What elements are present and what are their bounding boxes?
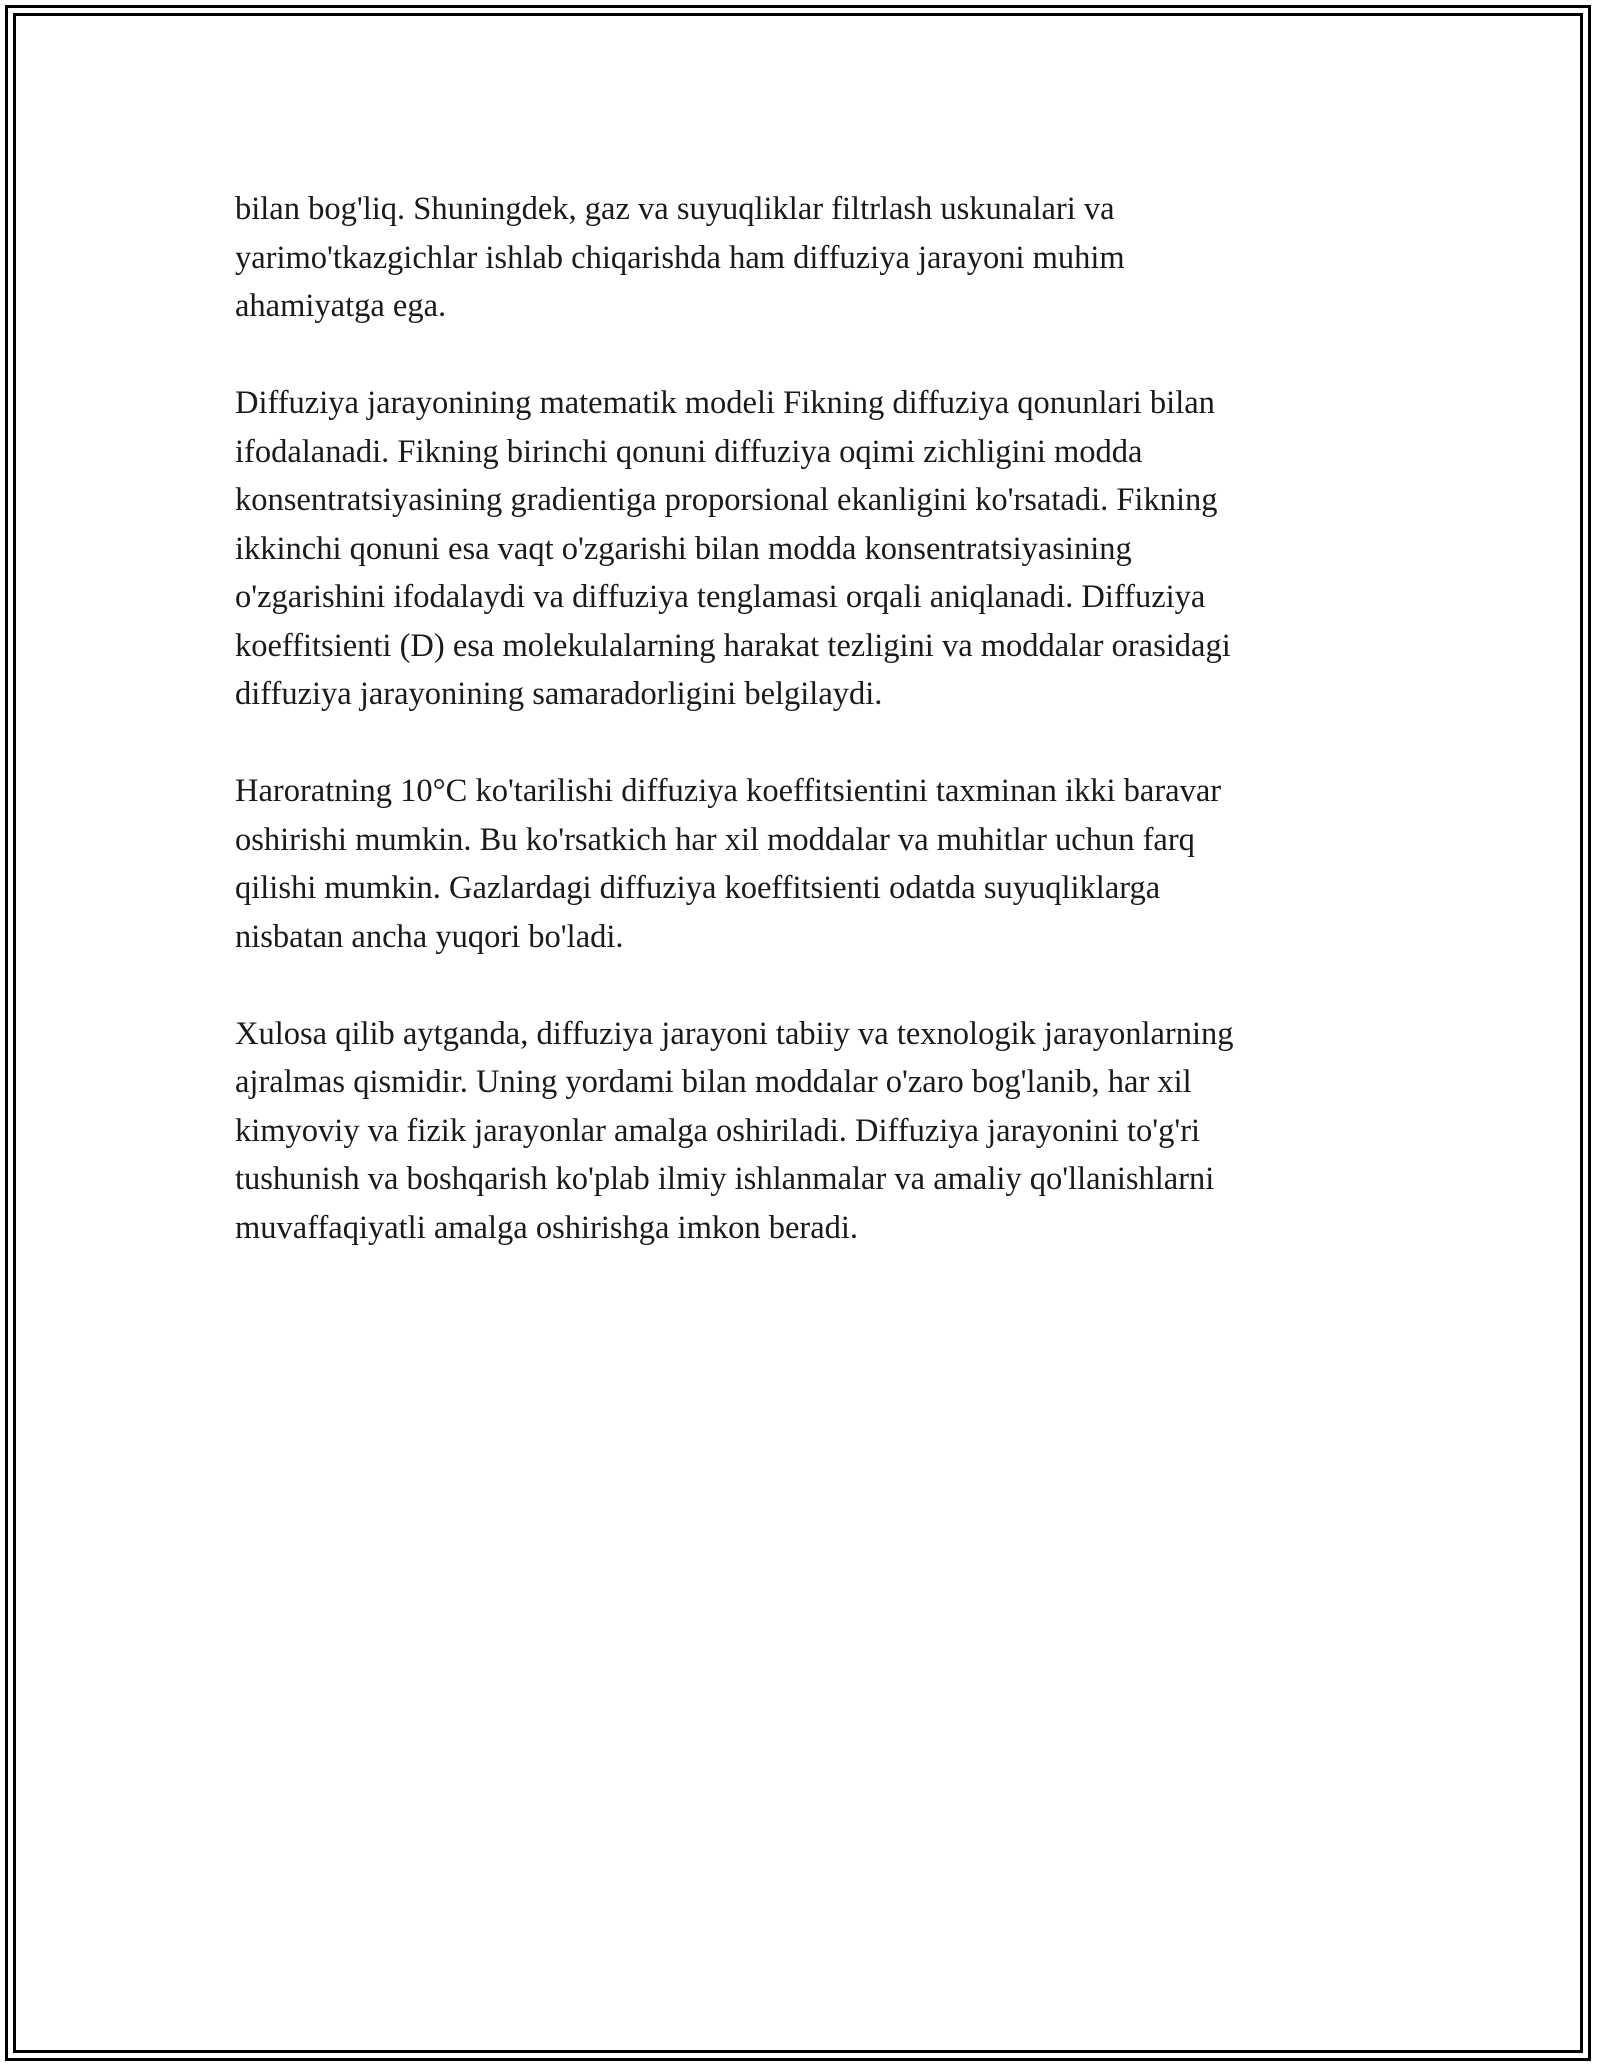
text-line: diffuziya jarayonining samaradorligini belgilaydi. xyxy=(235,676,883,712)
paragraph-2 xyxy=(235,379,1395,719)
text-line: Xulosa qilib aytganda, diffuziya jarayoni tabiiy va texnologik jarayonlarning xyxy=(235,1015,1234,1052)
text-line: konsentratsiyasining gradientiga proporsional ekanligini ko'rsatadi. Fikning xyxy=(235,482,1218,518)
text-line: bilan bog'liq. Shuningdek, gaz va suyuqliklar filtrlash uskunalari va xyxy=(235,191,1115,227)
text-line: koeffitsienti (D) esa molekulalarning harakat tezligini va moddalar orasidagi xyxy=(235,627,1231,664)
text-line: Haroratning 10°C ko'tarilishi diffuziya koeffitsientini taxminan ikki baravar xyxy=(235,773,1222,809)
text-line: qilishi mumkin. Gazlardagi diffuziya koeffitsienti odatda suyuqliklarga xyxy=(235,870,1161,906)
text-line: tushunish va boshqarish ko'plab ilmiy ishlanmalar va amaliy qo'llanishlarni xyxy=(235,1161,1215,1197)
text-line: o'zgarishini ifodalaydi va diffuziya tenglamasi orqali aniqlanadi. Diffuziya xyxy=(235,579,1206,615)
document-body xyxy=(235,185,1395,1301)
text-line: Diffuziya jarayonining matematik modeli Fikning diffuziya qonunlari bilan xyxy=(235,385,1215,421)
text-line: ikkinchi qonuni esa vaqt o'zgarishi bilan modda konsentratsiyasining xyxy=(235,530,1132,567)
paragraph-3 xyxy=(235,767,1395,961)
text-line: kimyoviy va fizik jarayonlar amalga oshiriladi. Diffuziya jarayonini to'g'ri xyxy=(235,1112,1201,1149)
text-line: ahamiyatga ega. xyxy=(235,288,447,324)
paragraph-1 xyxy=(235,185,1395,331)
text-line: ajralmas qismidir. Uning yordami bilan moddalar o'zaro bog'lanib, har xil xyxy=(235,1064,1192,1100)
text-line: yarimo'tkazgichlar ishlab chiqarishda ham diffuziya jarayoni muhim xyxy=(235,239,1125,276)
text-line: oshirishi mumkin. Bu ko'rsatkich har xil moddalar va muhitlar uchun farq xyxy=(235,821,1195,858)
text-line: ifodalanadi. Fikning birinchi qonuni diffuziya oqimi zichligini modda xyxy=(235,433,1143,470)
text-line: muvaffaqiyatli amalga oshirishga imkon beradi. xyxy=(235,1209,859,1246)
text-line: nisbatan ancha yuqori bo'ladi. xyxy=(235,918,624,955)
paragraph-4 xyxy=(235,1010,1395,1253)
